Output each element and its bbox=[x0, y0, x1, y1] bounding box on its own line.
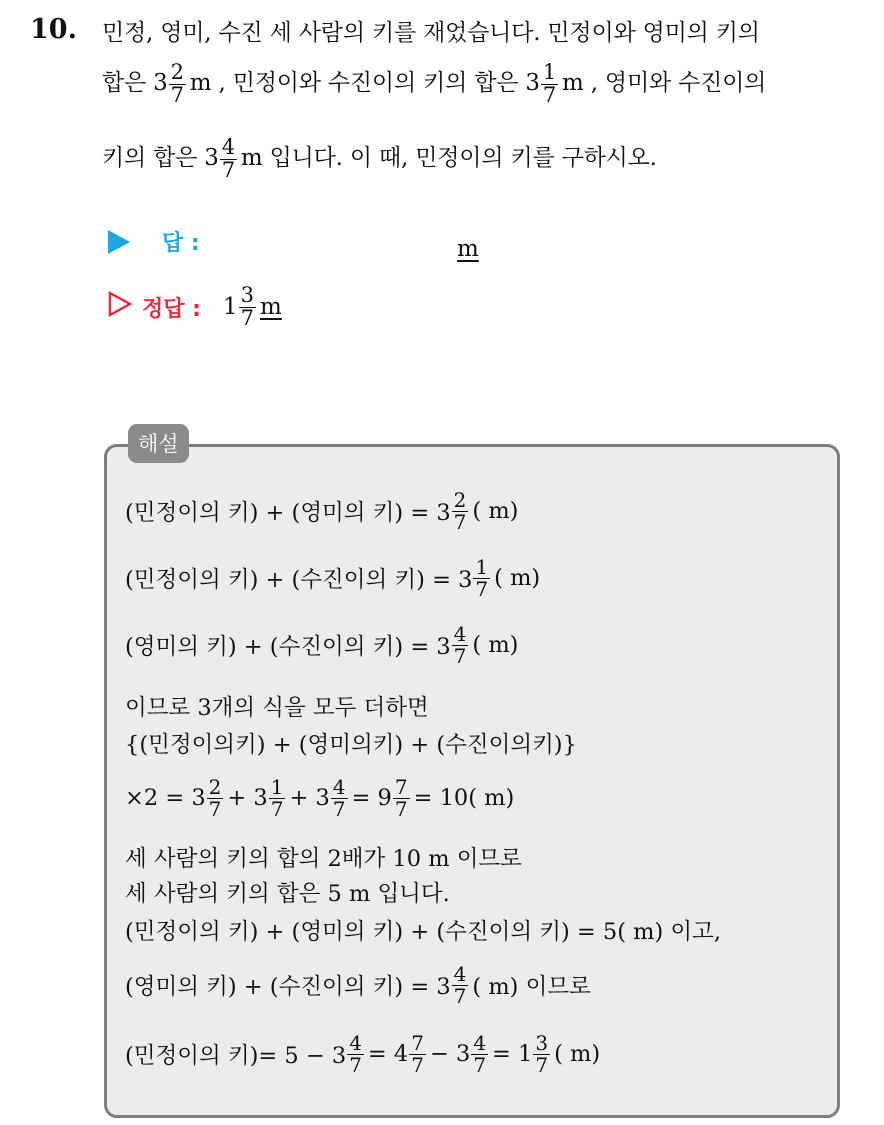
fraction: $\frac{7}{7}$ bbox=[394, 775, 408, 821]
fraction: $\frac{4}{7}$ bbox=[332, 775, 346, 821]
question-number: 10. bbox=[30, 14, 77, 45]
question-text: m , 민정이와 수진이의 키의 합은 3 bbox=[189, 70, 540, 96]
answer-row bbox=[108, 226, 200, 257]
question-text: m , 영미와 수진이의 bbox=[561, 70, 767, 96]
explanation-tag: 해설 bbox=[128, 424, 189, 463]
correct-answer-row bbox=[108, 285, 282, 329]
fraction: $\frac{4}{7}$ bbox=[453, 962, 467, 1008]
explanation-line-11: (민정이의 키)= 5 − 3 $\frac{4}{7}$ = 4 $\frac{7}{7}$ − 3 $\frac{4}{7}$ = 1 $\frac{3}{7}$ ( m) bbox=[125, 1031, 601, 1077]
answer-label: 답 : bbox=[162, 231, 200, 256]
explanation-line-10: (영미의 키) + (수진이의 키) = 3 $\frac{4}{7}$ ( m) 이므로 bbox=[125, 962, 591, 1008]
fraction: $\frac{2}{7}$ bbox=[208, 775, 222, 821]
question-line-3 bbox=[102, 137, 657, 181]
fraction: $\frac{4}{7}$ bbox=[453, 622, 467, 668]
fraction: $\frac{4}{7}$ bbox=[473, 1031, 487, 1077]
fraction: $\frac{1}{7}$ bbox=[270, 775, 284, 821]
correct-label: 정답 : bbox=[142, 296, 201, 322]
question-line-2 bbox=[102, 62, 766, 106]
fraction: $\frac{1}{7}$ bbox=[475, 555, 489, 601]
question-text: 키의 합은 3 bbox=[102, 145, 219, 171]
outline-triangle-icon bbox=[108, 291, 132, 323]
explanation-line-7: 세 사람의 키의 합의 2배가 10 m 이므로 bbox=[125, 846, 522, 872]
fraction: $\frac{2}{7}$ bbox=[453, 488, 467, 534]
fraction: $\frac{7}{7}$ bbox=[411, 1031, 424, 1077]
explanation-line-5: {(민정이의키) + (영미의키) + (수진이의키)} bbox=[125, 732, 577, 758]
explanation-line-1: (민정이의 키) + (영미의 키) = 3 $\frac{2}{7}$ ( m) bbox=[125, 488, 519, 534]
answer-unit[interactable]: m bbox=[457, 236, 479, 262]
explanation-line-4: 이므로 3개의 식을 모두 더하면 bbox=[125, 695, 429, 721]
fraction: $\frac{2}{7}$ bbox=[170, 60, 184, 107]
fraction: $\frac{1}{7}$ bbox=[542, 60, 556, 107]
fraction: $\frac{3}{7}$ bbox=[535, 1031, 549, 1077]
fraction: $\frac{4}{7}$ bbox=[349, 1031, 362, 1077]
explanation-line-8: 세 사람의 키의 합은 5 m 입니다. bbox=[125, 881, 450, 907]
question-text: 합은 3 bbox=[102, 70, 168, 96]
correct-unit: m bbox=[259, 294, 282, 320]
question-line-1: 민정, 영미, 수진 세 사람의 키를 재었습니다. 민정이와 영미의 키의 bbox=[102, 20, 760, 46]
fraction: $\frac{3}{7}$ bbox=[240, 283, 254, 330]
play-triangle-icon bbox=[108, 230, 130, 254]
explanation-line-2: (민정이의 키) + (수진이의 키) = 3 $\frac{1}{7}$ ( m) bbox=[125, 555, 541, 601]
explanation-line-9: (민정이의 키) + (영미의 키) + (수진이의 키) = 5( m) 이고, bbox=[125, 919, 722, 945]
explanation-line-3: (영미의 키) + (수진이의 키) = 3 $\frac{4}{7}$ ( m) bbox=[125, 622, 519, 668]
explanation-line-6: ×2 = 3 $\frac{2}{7}$ + 3 $\frac{1}{7}$ + 3 $\frac{4}{7}$ = 9 $\frac{7}{7}$ = 10( m) bbox=[125, 775, 515, 821]
correct-value: 1 $\frac{3}{7}$ m bbox=[222, 283, 282, 330]
fraction: $\frac{4}{7}$ bbox=[221, 135, 235, 182]
question-text: m 입니다. 이 때, 민정이의 키를 구하시오. bbox=[240, 145, 657, 171]
